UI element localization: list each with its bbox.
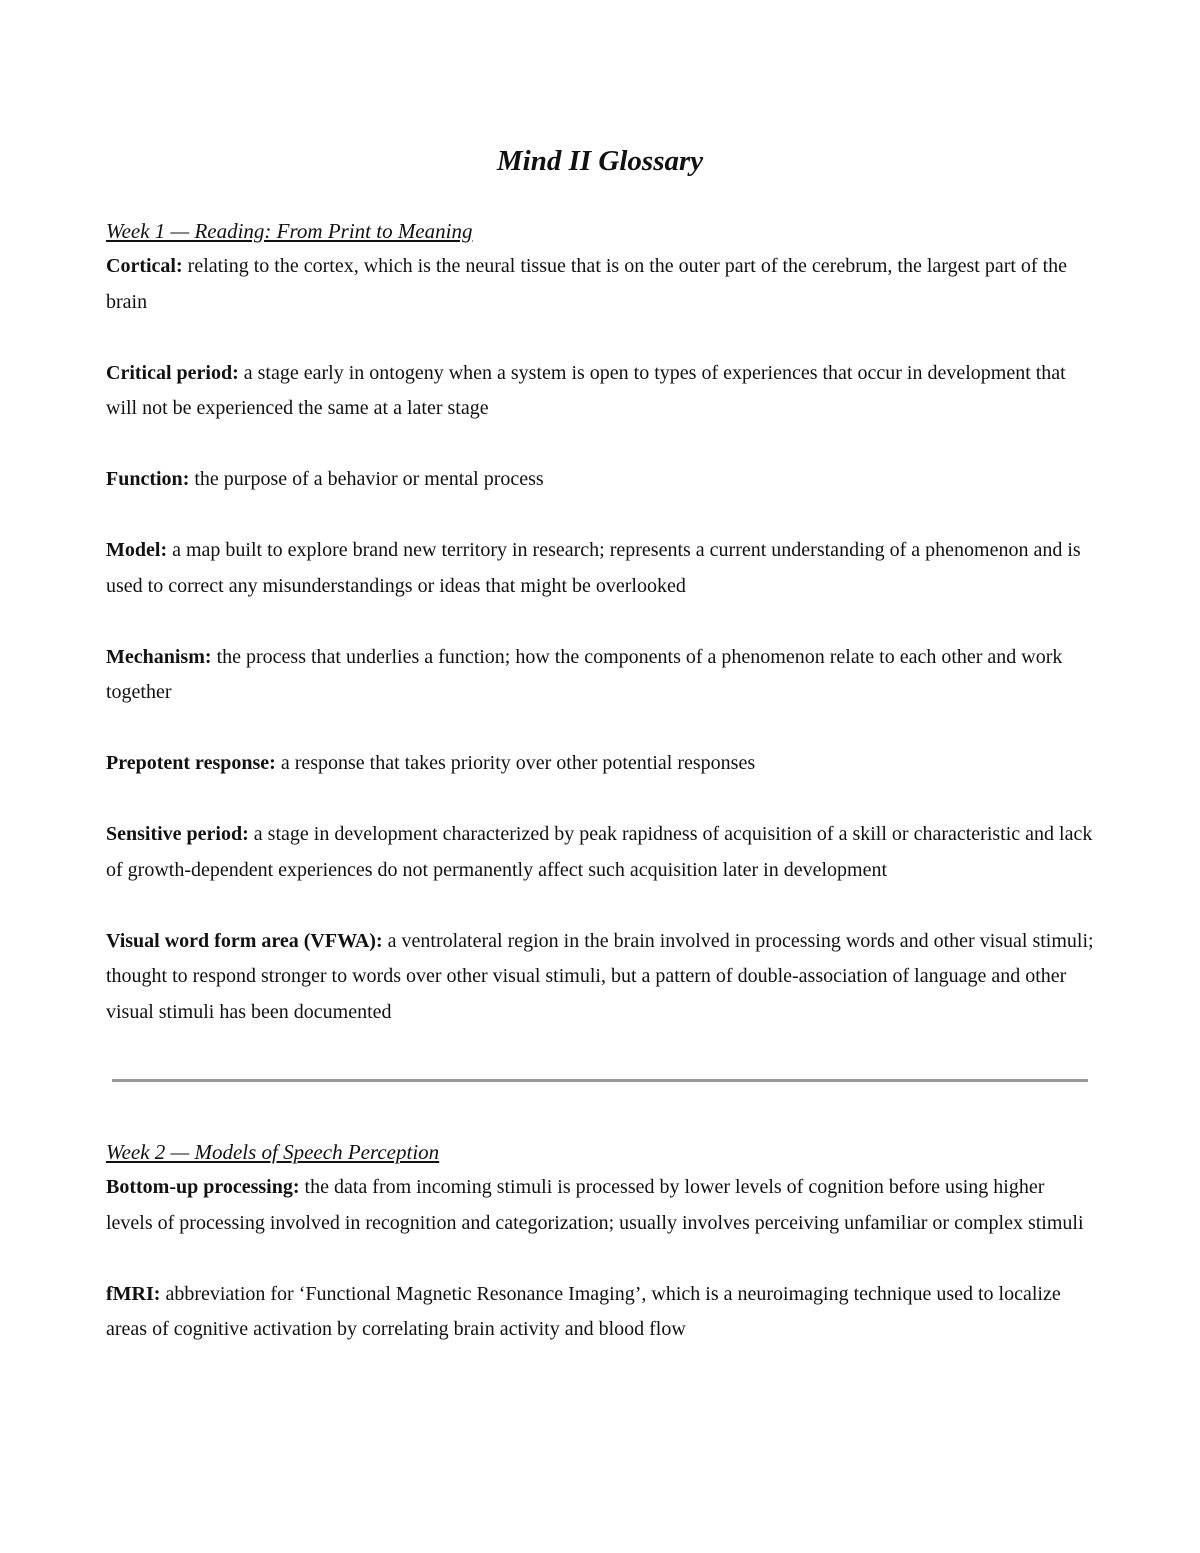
term: Prepotent response: bbox=[106, 752, 276, 774]
section-divider bbox=[112, 1079, 1088, 1082]
term: fMRI: bbox=[106, 1282, 161, 1305]
document-title: Mind II Glossary bbox=[496, 145, 704, 177]
glossary-entry-function bbox=[106, 462, 1096, 498]
glossary-entry-critical-period bbox=[106, 356, 1096, 427]
glossary-entry-fmri bbox=[106, 1277, 1096, 1348]
definition: a map built to explore brand new territory in research; represents a current understanding of a phenomenon and is used to correct any misunderstandings or ideas that might be overlooked bbox=[106, 539, 1081, 597]
term: Cortical: bbox=[106, 255, 183, 277]
term: Function: bbox=[106, 468, 190, 490]
term: Visual word form area (VFWA): bbox=[106, 929, 383, 952]
term: Critical period: bbox=[106, 361, 239, 384]
week-heading: Week 2 — Models of Speech Perception bbox=[106, 1140, 440, 1164]
definition: abbreviation for ‘Functional Magnetic Resonance Imaging’, which is a neuroimaging technique used to localize areas of cognitive activation by correlating brain activity and blood flow bbox=[106, 1282, 1061, 1340]
definition: a stage in development characterized by peak rapidness of acquisition of a skill or characteristic and lack of growth-dependent experiences do not permanently affect such acquisition later in development bbox=[106, 823, 1093, 881]
term: Bottom-up processing: bbox=[106, 1176, 300, 1198]
glossary-entry-mechanism bbox=[106, 640, 1096, 711]
definition: relating to the cortex, which is the neural tissue that is on the outer part of the cerebrum, the largest part of the brain bbox=[106, 255, 1068, 313]
glossary-entry-vfwa bbox=[106, 924, 1096, 1031]
glossary-entry-prepotent-response bbox=[106, 746, 1096, 782]
definition: the purpose of a behavior or mental process bbox=[189, 468, 544, 490]
term: Sensitive period: bbox=[106, 823, 249, 845]
week-heading: Week 1 — Reading: From Print to Meaning bbox=[106, 219, 473, 243]
definition: the data from incoming stimuli is processed by lower levels of cognition before using higher levels of processing involved in recognition and categorization; usually involves perceiving unfamiliar or complex stimuli bbox=[106, 1176, 1084, 1234]
definition: a stage early in ontogeny when a system is open to types of experiences that occur in development that will not be experienced the same at a later stage bbox=[106, 361, 1066, 419]
definition: a ventrolateral region in the brain involved in processing words and other visual stimuli; thought to respond stronger to words over other visual stimuli, but a pattern of double-association of language and other visual stimuli has been documented bbox=[106, 929, 1094, 1023]
glossary-entry-cortical bbox=[106, 249, 1096, 320]
term: Model: bbox=[106, 539, 168, 561]
week-2-section bbox=[106, 1135, 1096, 1348]
definition: a response that takes priority over other potential responses bbox=[275, 752, 756, 774]
week-1-section bbox=[106, 214, 1096, 1030]
glossary-entry-sensitive-period bbox=[106, 817, 1096, 888]
glossary-entry-model bbox=[106, 533, 1096, 604]
definition: the process that underlies a function; how the components of a phenomenon relate to each other and work together bbox=[106, 645, 1063, 703]
term: Mechanism: bbox=[106, 645, 212, 668]
glossary-entry-bottom-up-processing bbox=[106, 1170, 1096, 1241]
